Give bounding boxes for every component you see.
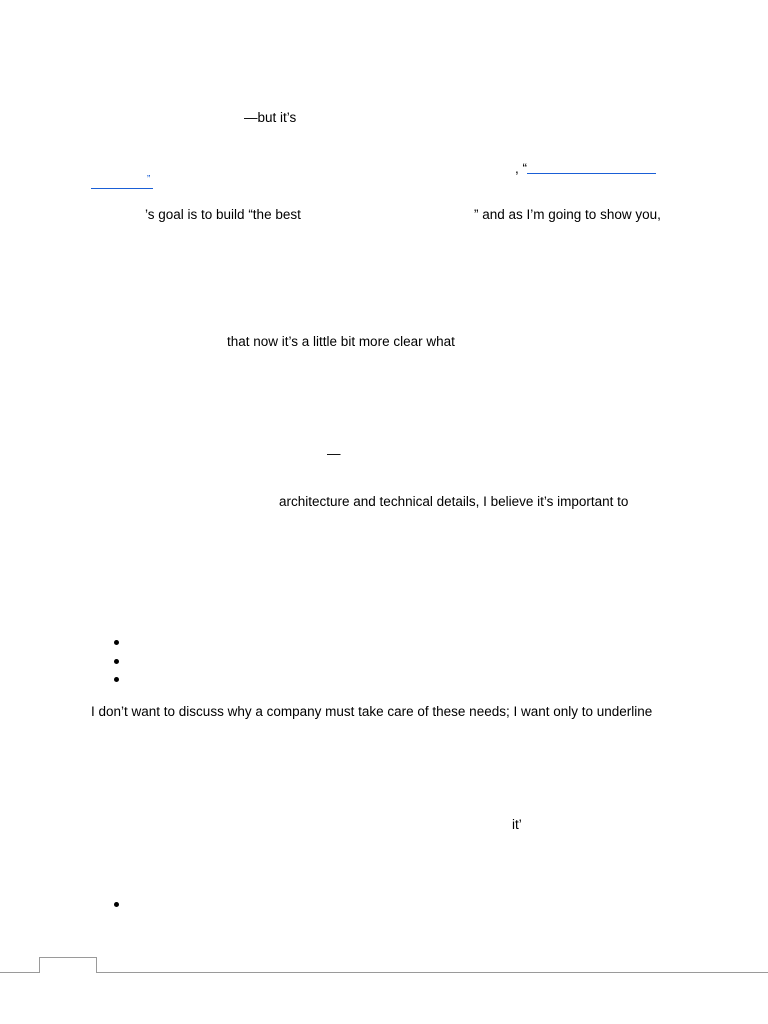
hyperlink-underline[interactable] (527, 173, 656, 174)
footer-rule (0, 972, 768, 973)
text-fragment: I don’t want to discuss why a company must take care of these needs; I want only to underline (91, 704, 653, 719)
list-bullet (114, 902, 119, 907)
text-fragment: —but it’s (244, 110, 297, 125)
text-fragment: ” and as I’m going to show you, (474, 207, 661, 222)
hyperlink-quote[interactable]: ” (147, 174, 151, 185)
text-fragment: — (327, 446, 341, 461)
text-fragment: it’ (512, 817, 522, 832)
list-bullet (114, 677, 119, 682)
list-bullet (114, 659, 119, 664)
text-fragment: ’s goal is to build “the best (145, 207, 301, 222)
list-bullet (114, 640, 119, 645)
hyperlink-underline[interactable] (91, 188, 153, 189)
text-fragment: that now it’s a little bit more clear what (227, 334, 455, 349)
text-fragment: architecture and technical details, I believe it’s important to (279, 494, 629, 509)
page-number-tab (39, 957, 97, 973)
text-fragment: , “ (515, 161, 527, 176)
